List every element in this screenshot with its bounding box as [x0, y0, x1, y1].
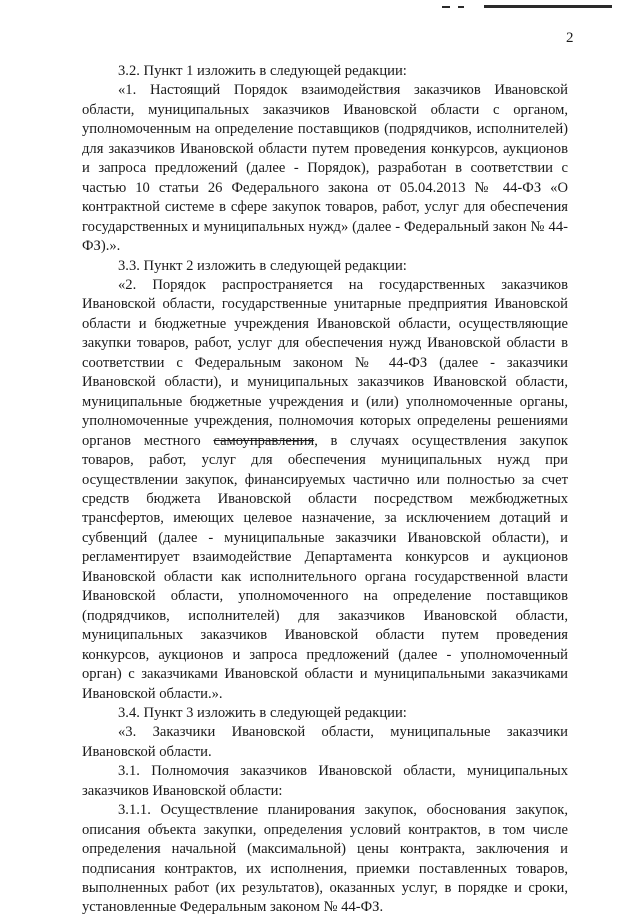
scan-edge-mark: [484, 5, 612, 8]
paragraph-3-3-text: [82, 276, 568, 704]
document-body: [82, 62, 568, 918]
paragraph-3-2-heading: 3.2. Пункт 1 изложить в следующей редакции:: [118, 63, 407, 79]
paragraph-3-3-heading: 3.3. Пункт 2 изложить в следующей редакции:: [118, 257, 407, 274]
paragraph-3-3-text-part1: «2. Порядок распространяется на государственных заказчиков Ивановской области, государственные унитарные предприятия Ивановской области и бюджетные учреждения Ивановской области, осуществляющие закупки товаров, работ, услуг для обеспечения нужд Ивановской области в соответствии с Федеральным законом № 44-ФЗ (далее - заказчики Ивановской области), и муниципальных заказчиков Ивановской области, муниципальные бюджетные учреждения и (или) уполномоченные органы, уполномоченные учреждения, полномочия которых определены решениями органов местного: [82, 276, 568, 449]
scan-edge-mark: [442, 6, 450, 8]
paragraph-3-1-1-text: 3.1.1. Осуществление планирования закупок, обоснования закупок, описания объекта закупки, определения условий контрактов, в том числе определения начальной (максимальной) цены контракта, заключения и подписания контрактов, их исполнения, приемки поставленных товаров, выполненных работ (их результатов), оказанных услуг, в порядке и сроки, установленные Федеральным законом № 44-ФЗ.: [82, 802, 568, 916]
paragraph-3-4-text: «3. Заказчики Ивановской области, муниципальные заказчики Ивановской области.: [82, 724, 568, 760]
paragraph-3-1-heading: 3.1. Полномочия заказчиков Ивановской области, муниципальных заказчиков Ивановской области:: [82, 763, 568, 799]
paragraph-3-3-text-part2: , в случаях осуществления закупок товаров, работ, услуг для обеспечения муниципальных нужд при осуществлении закупок, финансируемых частично или полностью за счет средств бюджета Ивановской области посредством межбюджетных трансфертов, имеющих целевое назначение, за исключением дотаций и субвенций (далее - муниципальные заказчики Ивановской области), и регламентирует взаимодействие Департамента конкурсов и аукционов Ивановской области как исполнительного органа государственной власти Ивановской области, уполномоченного на определение поставщиков (подрядчиков, исполнителей) для заказчиков Ивановской области, муниципальных заказчиков Ивановской области путем проведения конкурсов, аукционов и запроса предложений (далее - уполномоченный орган) с заказчиками Ивановской области и муниципальными заказчиками Ивановской области.».: [82, 432, 569, 702]
struck-word: самоуправления: [213, 432, 315, 449]
paragraph-3-2-text: «1. Настоящий Порядок взаимодействия заказчиков Ивановской области, муниципальных заказчиков Ивановской области с органом, уполномоченным на определение поставщиков (подрядчиков, исполнителей) для заказчиков Ивановской области путем проведения конкурсов, аукционов и запроса предложений (далее - Порядок), разработан в соответствии с частью 10 статьи 26 Федерального закона от 05.04.2013 № 44-ФЗ «О контрактной системе в сфере закупок товаров, работ, услуг для обеспечения государственных и муниципальных нужд» (далее - Федеральный закон № 44-ФЗ).».: [82, 82, 568, 255]
scan-edge-mark: [458, 6, 464, 8]
page-number: 2: [566, 30, 574, 46]
paragraph-3-4-heading: 3.4. Пункт 3 изложить в следующей редакции:: [118, 704, 407, 721]
